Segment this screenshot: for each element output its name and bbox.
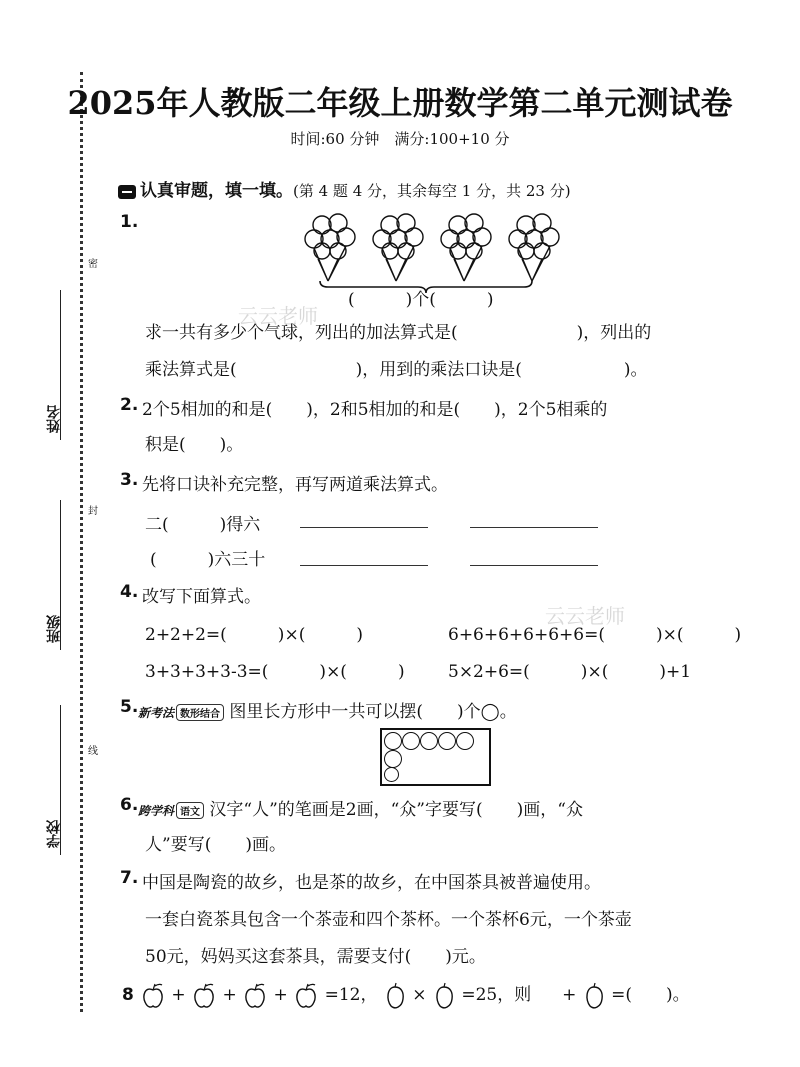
- circle-shape: [384, 767, 399, 782]
- q1-number: 1.: [120, 212, 139, 232]
- q7-line3[interactable]: 50元，妈妈买这套茶具，需要支付( )元。: [145, 947, 486, 967]
- q6-number: 6.: [120, 795, 139, 815]
- apple-icon: [293, 982, 319, 1010]
- q4-text: 改写下面算式。: [142, 587, 261, 607]
- name-label: 姓名: [46, 405, 62, 433]
- q3-answer-line[interactable]: [300, 527, 428, 528]
- apple-icon: [242, 982, 268, 1010]
- q3-row1[interactable]: 二( )得六: [145, 515, 261, 535]
- q8-eq2: =25，则: [461, 985, 532, 1005]
- q6-line1[interactable]: 汉字“人”的笔画是2画，“众”字要写( )画，“众: [209, 800, 583, 820]
- balloon-group-2: [373, 214, 423, 281]
- q5-number: 5.: [120, 697, 139, 717]
- apple-icon: [140, 982, 166, 1010]
- q4-item-a[interactable]: 2+2+2=( )×( ): [145, 625, 363, 645]
- q8-eq3[interactable]: =( )。: [611, 985, 690, 1005]
- q5-tag: 新考法 数形结合: [138, 704, 224, 721]
- circle-shape: [384, 750, 402, 768]
- circle-shape: [456, 732, 474, 750]
- page-title: 2025年人教版二年级上册数学第二单元测试卷: [67, 84, 733, 122]
- q5-body: [138, 697, 517, 722]
- q3-number: 3.: [120, 470, 139, 490]
- q8-equation: + + + =12， × =25，则 + =( )。: [140, 980, 690, 1010]
- q3-answer-line[interactable]: [470, 565, 598, 566]
- q8-number: 8: [122, 985, 134, 1005]
- mango-icon: [383, 982, 407, 1010]
- mango-icon: [432, 982, 456, 1010]
- balloon-group-1: [305, 214, 355, 281]
- circle-shape: [402, 732, 420, 750]
- binding-dotted-line: [80, 72, 83, 1012]
- q3-text: 先将口诀补充完整，再写两道乘法算式。: [142, 475, 448, 495]
- seal-char-xian: 线: [88, 746, 98, 757]
- mango-icon: [582, 982, 606, 1010]
- watermark: 云云老师: [238, 304, 318, 328]
- seal-char-feng: 封: [88, 506, 98, 517]
- balloon-group-4: [509, 214, 559, 281]
- school-label: 学校: [46, 820, 62, 848]
- class-label: 班级: [46, 615, 62, 643]
- q8-eq1: =12，: [324, 985, 378, 1005]
- watermark: 云云老师: [545, 604, 625, 628]
- seal-char-mi: 密: [88, 259, 98, 270]
- q3-row2[interactable]: ( )六三十: [150, 550, 266, 570]
- q4-item-b[interactable]: 6+6+6+6+6+6=( )×( ): [448, 625, 742, 645]
- q4-item-d[interactable]: 5×2+6=( )×( )+1: [448, 662, 692, 682]
- q6-body: [138, 795, 583, 820]
- q7-line1: 中国是陶瓷的故乡，也是茶的故乡，在中国茶具被普遍使用。: [142, 873, 601, 893]
- q2-line1[interactable]: 2个5相加的和是( )，2和5相加的和是( )，2个5相乘的: [142, 400, 608, 420]
- q7-line2: 一套白瓷茶具包含一个茶壶和四个茶杯。一个茶杯6元，一个茶壶: [145, 910, 632, 930]
- q1-line1[interactable]: 求一共有多少个气球，列出的加法算式是( )，列出的: [145, 323, 652, 343]
- page-subtitle: 时间:60 分钟 满分:100+10 分: [290, 130, 510, 148]
- q5-text[interactable]: 图里长方形中一共可以摆( )个◯。: [229, 702, 517, 722]
- circle-shape: [438, 732, 456, 750]
- q4-item-c[interactable]: 3+3+3+3-3=( )×( ): [145, 662, 405, 682]
- circle-shape: [420, 732, 438, 750]
- q3-answer-line[interactable]: [470, 527, 598, 528]
- section-note: (第 4 题 4 分，其余每空 1 分，共 23 分): [293, 182, 571, 200]
- q4-number: 4.: [120, 582, 139, 602]
- q6-tag: 跨学科 语文: [138, 802, 204, 819]
- q6-tag-box: 语文: [176, 802, 204, 819]
- q2-number: 2.: [120, 395, 139, 415]
- circle-shape: [384, 732, 402, 750]
- q6-line2[interactable]: 人”要写( )画。: [145, 835, 286, 855]
- q3-answer-line[interactable]: [300, 565, 428, 566]
- apple-icon: [191, 982, 217, 1010]
- q1-brace-label[interactable]: ( )个( ): [348, 290, 494, 310]
- q5-tag-box: 数形结合: [176, 704, 224, 721]
- section-heading: [118, 176, 571, 201]
- q1-line2[interactable]: 乘法算式是( )，用到的乘法口诀是( )。: [145, 360, 648, 380]
- q7-number: 7.: [120, 868, 139, 888]
- rectangle-figure: [380, 728, 491, 786]
- section-number-badge: [118, 185, 136, 199]
- balloon-group-3: [441, 214, 491, 281]
- section-title: 认真审题，填一填。: [140, 181, 293, 201]
- q2-line2[interactable]: 积是( )。: [145, 435, 244, 455]
